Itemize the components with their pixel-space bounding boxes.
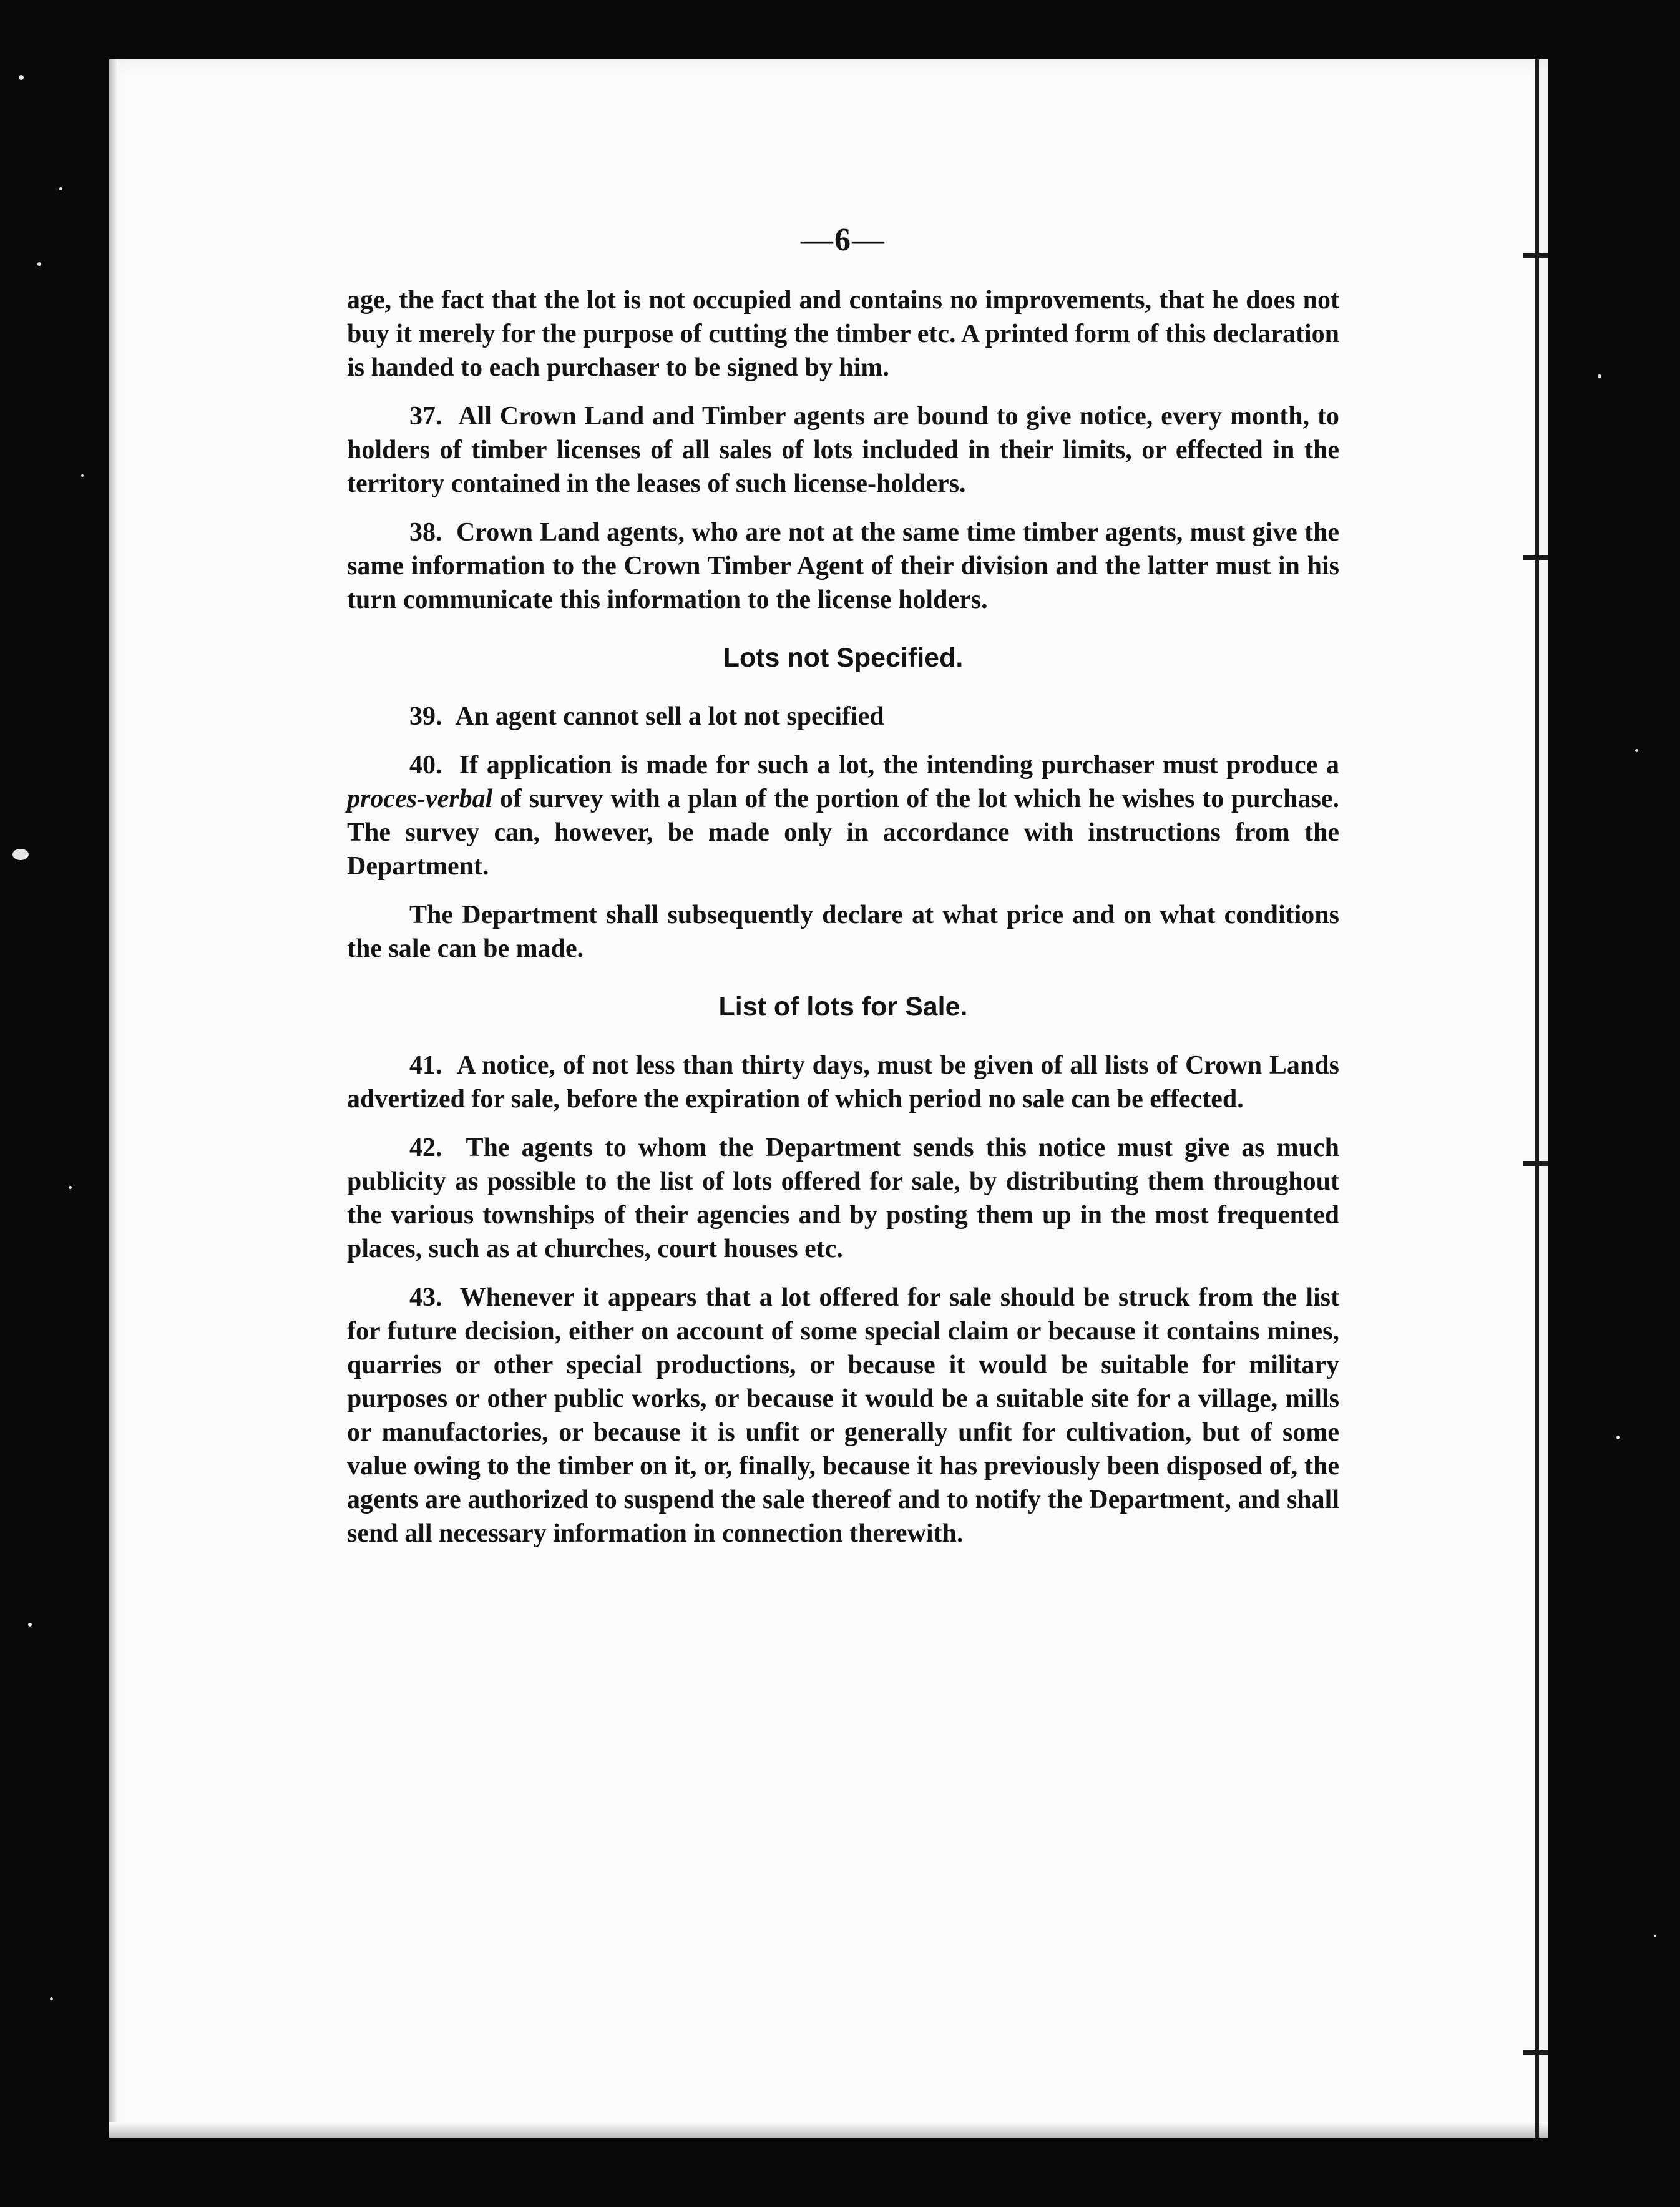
paragraph-number: 42.: [409, 1133, 442, 1162]
page-bottom-shadow: [109, 2122, 1548, 2138]
paragraph-italic-term: proces-verbal: [347, 785, 493, 813]
binding-mark: [1523, 1161, 1548, 1166]
document-body: [347, 222, 1339, 1565]
film-speck: [81, 474, 84, 477]
paragraph-text: All Crown Land and Timber agents are bound to give notice, every month, to holders of timber licenses of all sales of lots included in their limits, or effected in the territory contained in the leases of such license-holders.: [347, 402, 1339, 498]
film-speck: [19, 75, 24, 80]
paragraph-text: Crown Land agents, who are not at the same time timber agents, must give the same information to the Crown Timber Agent of their division and the latter must in his turn communicate this information to the license holders.: [347, 518, 1339, 614]
paragraph-40: [347, 748, 1339, 883]
paragraph-37: [347, 399, 1339, 501]
paragraph-text: The agents to whom the Department sends this notice must give as much publicity as possible to the list of lots offered for sale, by distributing them throughout the various townships of their agencies and by posting them up in the most frequented places, such as at churches, court houses etc.: [347, 1133, 1339, 1263]
paragraph-text: If application is made for such a lot, the intending purchaser must produce a: [459, 751, 1339, 780]
section-heading-lots-not-specified: Lots not Specified.: [723, 643, 964, 673]
paragraph-text: An agent cannot sell a lot not specified: [455, 702, 884, 731]
binding-mark: [1523, 2050, 1548, 2055]
paragraph-number: 43.: [409, 1283, 442, 1312]
film-speck: [1598, 374, 1601, 378]
film-speck: [69, 1186, 72, 1189]
paragraph-39: [347, 700, 1339, 733]
paragraph-38: [347, 516, 1339, 617]
section-heading-list-of-lots: List of lots for Sale.: [718, 992, 968, 1022]
binding-edge: [1535, 59, 1539, 2138]
paragraph-text: of survey with a plan of the portion of the lot which he wishes to purchase. The survey can, however, be made only in accordance with instructions from the Department.: [347, 785, 1339, 881]
paragraph-number: 41.: [409, 1051, 442, 1080]
paragraph-number: 37.: [409, 402, 442, 431]
paragraph-number: 39.: [409, 702, 442, 731]
film-speck: [1654, 1935, 1656, 1937]
paragraph-text: Whenever it appears that a lot offered for sale should be struck from the list for future decision, either on account of some special claim or because it contains mines, quarries or other special productions, or because it would be suitable for military purposes or other public works, or because it would be a suitable site for a village, mills or manufactories, or because it is unfit or generally unfit for cultivation, but of some value owing to the timber on it, or, finally, because it has previously been disposed of, the agents are authorized to suspend the sale thereof and to notify the Department, and shall send all necessary information in connection therewith.: [347, 1283, 1340, 1548]
binding-mark: [1523, 555, 1548, 560]
paragraph-text: A notice, of not less than thirty days, must be given of all lists of Crown Lands advertized for sale, before the expiration of which period no sale can be effected.: [347, 1051, 1339, 1113]
paragraph-text: The Department shall subsequently declare at what price and on what conditions the sale can be made.: [347, 901, 1339, 963]
paragraph-number: 38.: [409, 518, 442, 547]
film-speck: [28, 1623, 32, 1627]
paragraph-number: 40.: [409, 751, 442, 780]
film-speck: [12, 849, 29, 860]
film-speck: [1635, 749, 1638, 752]
film-speck: [37, 262, 41, 266]
paragraph-42: [347, 1131, 1339, 1266]
paragraph-department-declaration: [347, 898, 1339, 966]
paragraph-41: [347, 1049, 1339, 1116]
paragraph-43: [347, 1281, 1339, 1550]
page-edge-shadow: [109, 59, 118, 2138]
paragraph-continuation: [347, 283, 1339, 384]
binding-mark: [1523, 253, 1548, 258]
film-speck: [59, 187, 62, 190]
paragraph-text: age, the fact that the lot is not occupied and contains no improvements, that he does not buy it merely for the purpose of cutting the timber etc. A printed form of this declaration is handed to each purchaser to be signed by him.: [347, 286, 1339, 382]
film-speck: [1616, 1436, 1620, 1439]
film-speck: [50, 1997, 53, 2000]
page-number: —6—: [801, 222, 886, 258]
